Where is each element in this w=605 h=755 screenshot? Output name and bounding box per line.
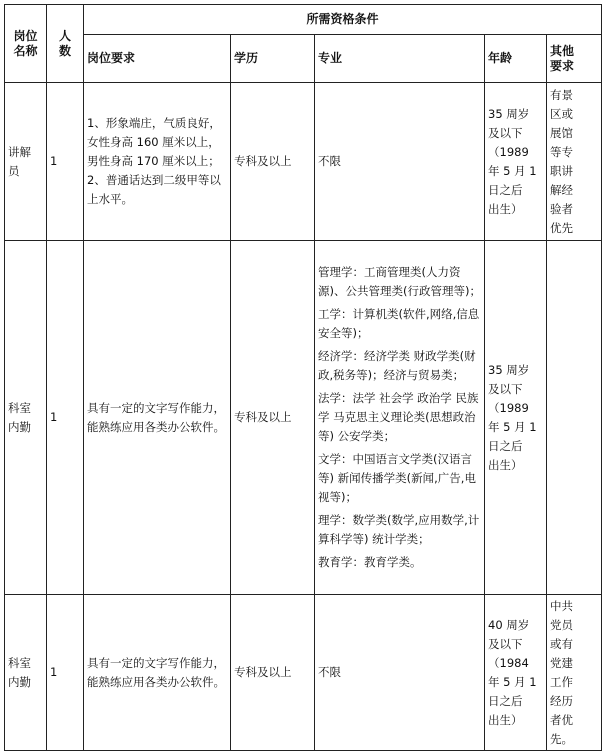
- major-list: [318, 263, 481, 572]
- cell-position: 讲解 员: [5, 83, 47, 241]
- cell-requirement: 1、形象端庄，气质良好，女性身高 160 厘米以上，男性身高 170 厘米以上； 2、普通话达到二级甲等以上水平。: [84, 83, 231, 241]
- major-line: 理学：数学类(数学,应用数学,计算科学等) 统计学类；: [318, 513, 480, 546]
- header-age: 年龄: [485, 35, 547, 83]
- cell-major: 不限: [315, 83, 485, 241]
- header-major: 专业: [315, 35, 485, 83]
- header-position: 岗位 名称: [5, 5, 47, 83]
- cell-other: 有景 区或 展馆 等专 职讲 解经 验者 优先: [547, 83, 602, 241]
- table-row: [5, 83, 602, 241]
- cell-requirement: 具有一定的文字写作能力，能熟练应用各类办公软件。: [84, 241, 231, 595]
- cell-education: 专科及以上: [231, 595, 315, 751]
- cell-count: 1: [47, 83, 84, 241]
- recruitment-table: [4, 4, 602, 751]
- table-row: [5, 241, 602, 595]
- header-qualifications: 所需资格条件: [84, 5, 602, 35]
- major-line: 工学：计算机类(软件,网络,信息安全等)；: [318, 307, 480, 340]
- cell-major: 不限: [315, 595, 485, 751]
- cell-age: 40 周岁 及以下 （1984 年 5 月 1 日之后 出生）: [485, 595, 547, 751]
- major-line: 教育学：教育学类。: [318, 555, 422, 569]
- header-row-1: [5, 5, 602, 35]
- cell-count: 1: [47, 595, 84, 751]
- major-line: 法学：法学 社会学 政治学 民族学 马克思主义理论类(思想政治等) 公安学类；: [318, 391, 479, 443]
- cell-position: 科室 内勤: [5, 595, 47, 751]
- table-row: [5, 595, 602, 751]
- cell-count: 1: [47, 241, 84, 595]
- header-requirement: 岗位要求: [84, 35, 231, 83]
- header-count: 人 数: [47, 5, 84, 83]
- cell-position: 科室 内勤: [5, 241, 47, 595]
- cell-other: 中共 党员 或有 党建 工作 经历 者优 先。: [547, 595, 602, 751]
- cell-requirement: 具有一定的文字写作能力，能熟练应用各类办公软件。: [84, 595, 231, 751]
- major-line: 文学：中国语言文学类(汉语言等) 新闻传播学类(新闻,广告,电视等)；: [318, 452, 476, 504]
- major-line: 管理学：工商管理类(人力资源)、公共管理类(行政管理等)；: [318, 265, 481, 298]
- cell-age: 35 周岁 及以下 （1989 年 5 月 1 日之后 出生）: [485, 241, 547, 595]
- cell-other: [547, 241, 602, 595]
- header-education: 学历: [231, 35, 315, 83]
- header-row-2: [5, 35, 602, 83]
- cell-education: 专科及以上: [231, 83, 315, 241]
- cell-age: 35 周岁 及以下 （1989 年 5 月 1 日之后 出生）: [485, 83, 547, 241]
- cell-major: [315, 241, 485, 595]
- header-other: 其他 要求: [547, 35, 602, 83]
- cell-education: 专科及以上: [231, 241, 315, 595]
- major-line: 经济学：经济学类 财政学类(财政,税务等)；经济与贸易类；: [318, 349, 476, 382]
